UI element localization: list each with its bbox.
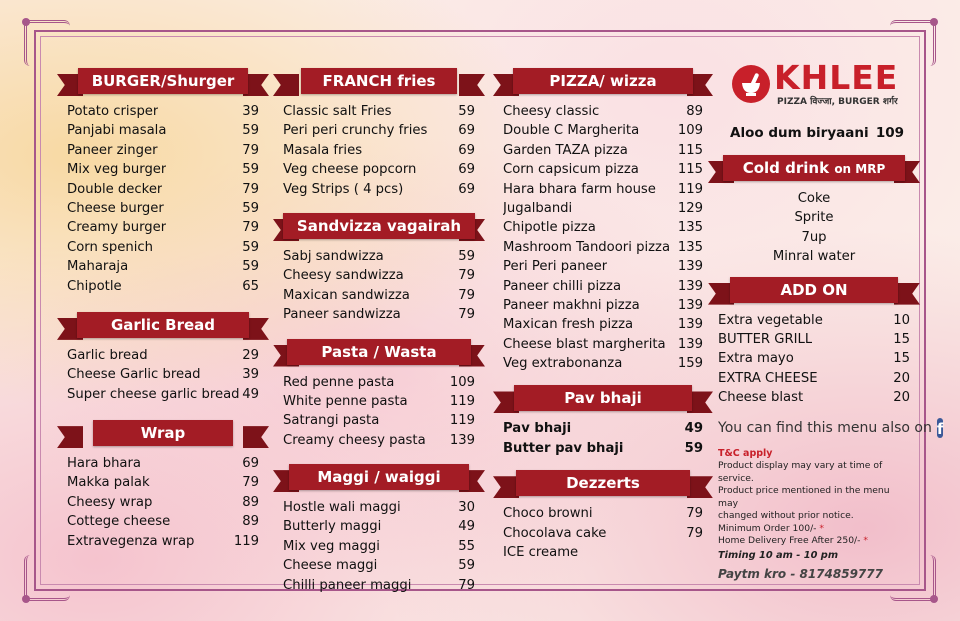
- menu-item: [503, 335, 703, 354]
- section-title: ADD ON: [730, 277, 897, 303]
- item-name: Cheesy sandwizza: [283, 268, 404, 284]
- menu-item: Coke: [797, 191, 831, 206]
- facebook-text: You can find this menu also on: [718, 419, 932, 436]
- item-list: [283, 102, 475, 199]
- menu-item: [67, 160, 259, 179]
- item-name: Creamy burger: [67, 220, 167, 236]
- section-title: Pav bhaji: [514, 385, 692, 411]
- section-ribbon: [718, 277, 910, 303]
- item-list: [67, 454, 259, 551]
- section-maggi: [283, 464, 475, 595]
- menu-item: [718, 388, 910, 407]
- item-price: 139: [677, 297, 703, 313]
- menu-item: 7up: [801, 229, 827, 245]
- item-price: 119: [677, 181, 703, 197]
- item-price: 135: [677, 220, 703, 236]
- item-name: White penne pasta: [283, 393, 408, 409]
- menu-column-1: [67, 68, 259, 551]
- menu-item: [283, 517, 475, 536]
- menu-item: [67, 512, 259, 531]
- item-name: Panjabi masala: [67, 123, 167, 139]
- item-name: Maxican fresh pizza: [503, 317, 634, 333]
- item-name: Paneer sandwizza: [283, 307, 401, 323]
- item-name: Aloo dum biryaani: [730, 125, 869, 141]
- menu-item: [67, 454, 259, 473]
- section-cold-drink: [718, 155, 910, 267]
- item-name: BUTTER GRILL: [718, 331, 813, 347]
- item-name: Potato crisper: [67, 104, 159, 119]
- menu-column-3: [503, 68, 703, 562]
- section-ribbon: [283, 464, 475, 490]
- item-name: Sabj sandwizza: [283, 248, 384, 264]
- item-name: Peri Peri paneer: [503, 259, 608, 275]
- min-order: Minimum Order 100/- *: [718, 522, 824, 534]
- item-name: Butterly maggi: [283, 519, 382, 535]
- menu-item: [67, 238, 259, 257]
- item-name: Paneer makhni pizza: [503, 297, 640, 313]
- item-price: 69: [458, 181, 475, 197]
- section-ribbon: [67, 420, 259, 446]
- menu-item: [503, 439, 703, 458]
- menu-item: Sprite: [794, 210, 834, 226]
- menu-item: [283, 392, 475, 411]
- section-ribbon: [67, 68, 259, 94]
- item-price: 79: [686, 506, 703, 522]
- item-name: Garlic bread: [67, 347, 148, 363]
- menu-item: [283, 266, 475, 285]
- item-list: [283, 247, 475, 325]
- menu-item: [503, 160, 703, 179]
- item-price: 119: [449, 413, 475, 429]
- menu-item: [503, 354, 703, 373]
- section-ribbon: [503, 470, 703, 496]
- section-ribbon: [503, 68, 703, 94]
- item-price: 59: [458, 248, 475, 264]
- menu-item: [718, 369, 910, 388]
- item-name: Choco browni: [503, 506, 593, 522]
- section-pasta: [283, 339, 475, 451]
- corner-ornament: [24, 555, 70, 601]
- item-price: 69: [458, 162, 475, 178]
- item-list: [718, 189, 910, 267]
- corner-dot: [22, 595, 30, 603]
- item-price: 79: [458, 268, 475, 284]
- section-wrap: [67, 420, 259, 551]
- section-desserts: [503, 470, 703, 562]
- item-name: Satrangi pasta: [283, 413, 380, 429]
- menu-item: [67, 385, 259, 404]
- tc-title: T&C apply: [718, 447, 773, 459]
- menu-item: [283, 141, 475, 160]
- menu-column-4: [718, 58, 944, 582]
- item-price: 139: [677, 336, 703, 352]
- item-name: Paneer zinger: [67, 142, 158, 158]
- item-name: Corn capsicum pizza: [503, 162, 639, 178]
- item-price: 39: [242, 104, 259, 119]
- menu-item: [503, 180, 703, 199]
- item-price: 119: [449, 393, 475, 409]
- biryani-item: [730, 125, 904, 141]
- item-name: Chocolava cake: [503, 525, 607, 541]
- item-price: 15: [893, 351, 910, 367]
- item-price: 49: [458, 519, 475, 535]
- item-name: Extra mayo: [718, 351, 794, 367]
- item-price: 49: [242, 386, 259, 402]
- item-price: 29: [242, 347, 259, 363]
- item-name: Super cheese garlic bread: [67, 386, 240, 402]
- menu-item: [503, 199, 703, 218]
- item-price: 89: [686, 104, 703, 119]
- item-price: 59: [242, 259, 259, 275]
- menu-item: [503, 102, 703, 121]
- item-name: Cheese Garlic bread: [67, 367, 201, 383]
- item-name: Extra vegetable: [718, 312, 823, 328]
- section-fries: [283, 68, 475, 199]
- corner-ornament: [24, 20, 70, 66]
- item-price: 49: [684, 421, 703, 437]
- item-name: Cheese maggi: [283, 558, 378, 574]
- menu-item: [283, 180, 475, 199]
- item-price: 15: [893, 331, 910, 347]
- item-list: [718, 311, 910, 408]
- item-name: Peri peri crunchy fries: [283, 123, 428, 139]
- facebook-icon[interactable]: f: [936, 419, 944, 438]
- item-list: [503, 102, 703, 373]
- item-price: 79: [242, 220, 259, 236]
- menu-item: [67, 532, 259, 551]
- section-ribbon: [67, 312, 259, 338]
- item-name: Maxican sandwizza: [283, 287, 410, 303]
- item-price: 20: [893, 390, 910, 406]
- item-price: 139: [677, 317, 703, 333]
- item-price: 79: [458, 577, 475, 593]
- item-name: Mix veg maggi: [283, 538, 380, 554]
- corner-dot: [930, 595, 938, 603]
- item-price: 69: [458, 142, 475, 158]
- facebook-line: [718, 418, 944, 438]
- menu-item: [718, 330, 910, 349]
- item-price: 89: [242, 514, 259, 530]
- item-name: Chipotle: [67, 278, 122, 294]
- menu-item: [283, 373, 475, 392]
- menu-item: [67, 493, 259, 512]
- terms-block: [718, 448, 910, 581]
- menu-item: [718, 349, 910, 368]
- item-name: Double decker: [67, 181, 163, 197]
- section-ribbon: [283, 339, 475, 365]
- section-burger: [67, 68, 259, 296]
- item-price: 89: [242, 494, 259, 510]
- item-list: [503, 504, 703, 562]
- section-title: Wrap: [93, 420, 234, 446]
- item-name: Double C Margherita: [503, 123, 640, 139]
- section-title: Cold drink on MRP: [723, 155, 906, 181]
- item-price: 129: [677, 200, 703, 216]
- brand-name: KHLEE: [774, 58, 899, 97]
- item-price: 135: [677, 239, 703, 255]
- item-price: 115: [677, 142, 703, 158]
- item-price: 109: [875, 125, 904, 141]
- item-price: 10: [893, 312, 910, 328]
- menu-item: [67, 277, 259, 296]
- menu-item: [503, 121, 703, 140]
- item-name: Maharaja: [67, 259, 129, 275]
- item-name: Jugalbandi: [503, 200, 573, 216]
- item-price: 69: [458, 123, 475, 139]
- menu-item: [503, 524, 703, 543]
- item-price: 59: [242, 200, 259, 216]
- timing: Timing 10 am - 10 pm: [718, 549, 839, 561]
- tc-line: changed without prior notice.: [718, 510, 854, 522]
- delivery-note: Home Delivery Free After 250/- *: [718, 535, 868, 547]
- item-name: Veg extrabonanza: [503, 356, 623, 372]
- menu-item: [283, 121, 475, 140]
- section-sandwich: [283, 213, 475, 325]
- menu-item: [503, 238, 703, 257]
- section-pav-bhaji: [503, 385, 703, 458]
- item-name: Paneer chilli pizza: [503, 278, 622, 294]
- menu-item: [67, 199, 259, 218]
- item-price: 79: [458, 307, 475, 323]
- menu-item: [283, 102, 475, 121]
- item-name: Makka palak: [67, 475, 150, 491]
- corner-dot: [22, 18, 30, 26]
- tc-line: Product price mentioned in the menu may: [718, 485, 890, 509]
- section-garlic-bread: [67, 312, 259, 404]
- menu-item: [283, 537, 475, 556]
- menu-item: [67, 257, 259, 276]
- menu-item: [283, 431, 475, 450]
- item-price: 139: [677, 259, 703, 275]
- menu-item: [503, 419, 703, 438]
- section-title: PIZZA/ wizza: [513, 68, 692, 94]
- item-name: Garden TAZA pizza: [503, 142, 628, 158]
- item-name: Cheese burger: [67, 200, 164, 216]
- menu-item: [503, 141, 703, 160]
- item-price: 79: [242, 181, 259, 197]
- item-price: 20: [893, 370, 910, 386]
- section-title: Garlic Bread: [77, 312, 249, 338]
- item-price: 69: [242, 456, 259, 472]
- menu-item: [503, 504, 703, 523]
- item-name: Cheese blast: [718, 390, 804, 406]
- brand-logo: [732, 60, 910, 107]
- item-price: 30: [458, 500, 475, 516]
- item-price: 79: [686, 525, 703, 541]
- item-name: Corn spenich: [67, 239, 154, 255]
- menu-item: [718, 311, 910, 330]
- menu-item: [503, 296, 703, 315]
- menu-item: [283, 556, 475, 575]
- brand-tagline: PIZZA विज्जा, BURGER शर्गर: [777, 97, 898, 107]
- section-ribbon: [718, 155, 910, 181]
- item-name: Chilli paneer maggi: [283, 577, 412, 593]
- item-list: [283, 498, 475, 595]
- item-name: Chipotle pizza: [503, 220, 596, 236]
- menu-item: [283, 160, 475, 179]
- item-name: Veg Strips ( 4 pcs): [283, 181, 404, 197]
- item-price: 65: [242, 278, 259, 294]
- item-list: [503, 419, 703, 458]
- item-name: Cheesy classic: [503, 104, 600, 119]
- section-title: Pasta / Wasta: [287, 339, 470, 365]
- item-name: Veg cheese popcorn: [283, 162, 417, 178]
- item-name: Masala fries: [283, 142, 363, 158]
- menu-item: [503, 218, 703, 237]
- section-pizza: [503, 68, 703, 373]
- section-title: FRANCH fries: [301, 68, 458, 94]
- item-price: 139: [449, 432, 475, 448]
- item-price: 139: [677, 278, 703, 294]
- item-price: 39: [242, 367, 259, 383]
- item-name: Hara bhara: [67, 456, 142, 472]
- item-price: 59: [684, 440, 703, 456]
- menu-item: [503, 543, 703, 562]
- menu-item: [67, 218, 259, 237]
- item-name: Hostle wali maggi: [283, 500, 401, 516]
- item-price: 59: [242, 123, 259, 139]
- item-name: Classic salt Fries: [283, 104, 392, 119]
- menu-item: [503, 277, 703, 296]
- menu-item: [67, 102, 259, 121]
- item-name: ICE creame: [503, 545, 579, 561]
- item-name: Extravegenza wrap: [67, 533, 195, 549]
- mortar-pestle-icon: [732, 65, 770, 103]
- menu-item: [283, 286, 475, 305]
- menu-item: [67, 141, 259, 160]
- item-price: 59: [458, 104, 475, 119]
- item-list: [283, 373, 475, 451]
- menu-item: [503, 257, 703, 276]
- section-ribbon: [283, 68, 475, 94]
- menu-item: [283, 305, 475, 324]
- item-price: 79: [458, 287, 475, 303]
- menu-item: [67, 473, 259, 492]
- menu-item: Minral water: [772, 249, 856, 265]
- menu-item: [283, 498, 475, 517]
- menu-item: [283, 576, 475, 595]
- item-price: 59: [242, 239, 259, 255]
- corner-dot: [930, 18, 938, 26]
- menu-column-2: [283, 68, 475, 595]
- item-price: 109: [449, 374, 475, 390]
- menu-item: [503, 315, 703, 334]
- item-list: [67, 102, 259, 296]
- menu-item: [67, 180, 259, 199]
- item-price: 79: [242, 142, 259, 158]
- item-name: Butter pav bhaji: [503, 440, 624, 456]
- item-name: Cottege cheese: [67, 514, 171, 530]
- section-title: Maggi / waiggi: [289, 464, 468, 490]
- item-name: Cheesy wrap: [67, 494, 153, 510]
- item-name: Pav bhaji: [503, 421, 572, 437]
- item-price: 59: [242, 162, 259, 178]
- section-title: Dezzerts: [516, 470, 690, 496]
- paytm-number: Paytm kro - 8174859777: [718, 567, 883, 582]
- item-name: Creamy cheesy pasta: [283, 432, 426, 448]
- section-title: BURGER/Shurger: [78, 68, 249, 94]
- menu-item: [283, 411, 475, 430]
- item-price: 109: [677, 123, 703, 139]
- item-name: Mix veg burger: [67, 162, 167, 178]
- item-price: 115: [677, 162, 703, 178]
- menu-item: [67, 121, 259, 140]
- section-ribbon: [503, 385, 703, 411]
- item-name: EXTRA CHEESE: [718, 370, 818, 386]
- section-addon: [718, 277, 910, 408]
- section-ribbon: [283, 213, 475, 239]
- item-price: 79: [242, 475, 259, 491]
- menu-item: [67, 365, 259, 384]
- item-name: Cheese blast margherita: [503, 336, 666, 352]
- item-price: 159: [677, 356, 703, 372]
- menu-item: [67, 346, 259, 365]
- item-list: [67, 346, 259, 404]
- item-name: Mashroom Tandoori pizza: [503, 239, 671, 255]
- item-name: Red penne pasta: [283, 374, 395, 390]
- item-price: 119: [233, 533, 259, 549]
- tc-line: Product display may vary at time of service.: [718, 460, 883, 484]
- menu-item: [283, 247, 475, 266]
- item-price: 55: [458, 538, 475, 554]
- item-price: 59: [458, 558, 475, 574]
- item-name: Hara bhara farm house: [503, 181, 656, 197]
- section-title: Sandvizza vagairah: [283, 213, 475, 239]
